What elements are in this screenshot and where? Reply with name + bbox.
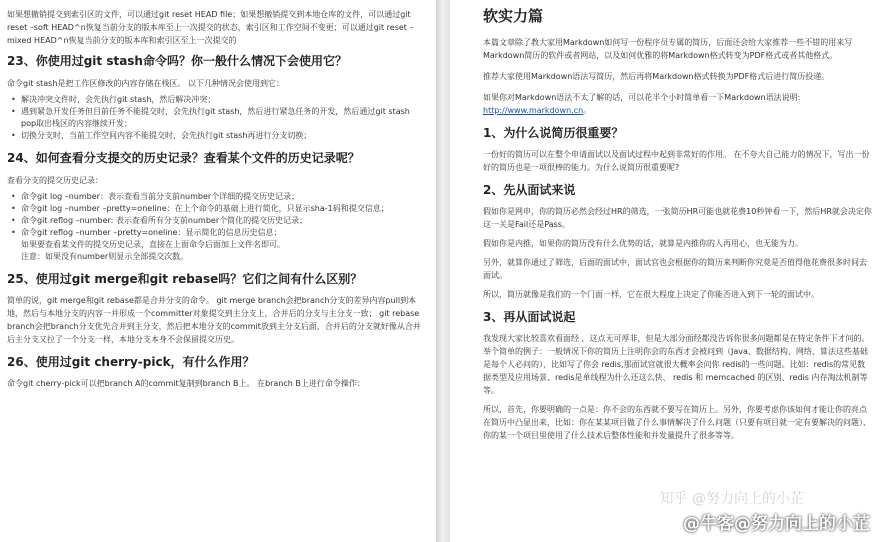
- list-item: • 遇到紧急开发任务但目前任务不能提交时，会先执行git stash，然后进行紧急任务的开发，然后通过git stash pop取出栈区的内容继续开发；: [7, 106, 426, 130]
- list-item: • 切换分支时，当前工作空间内容不能提交时，会先执行git stash再进行分支切换；: [7, 130, 426, 142]
- q24-note-number: 注意：如果没有number则显示全部提交次数。: [21, 252, 189, 261]
- q23-list: [7, 94, 426, 142]
- list-item: • 命令git reflog –number –pretty=oneline：显示简化的信息历史信息；: [7, 227, 426, 239]
- heading-q24: 24、如何查看分支提交的历史记录？查看某个文件的历史记录呢？: [7, 151, 360, 165]
- importance-paragraph: 一份好的简历可以在整个申请面试以及面试过程中起到非常好的作用。 在不夸大自己能力的情况下，写出一份好的简历也是一项很棒的能力。为什么说简历很重要呢?: [483, 150, 870, 172]
- facade-paragraph: 所以，简历就像是我们的一个门面一样，它在很大程度上决定了你能否进入到下一轮的面试中。: [483, 290, 819, 299]
- intro-paragraph: 本篇文章除了教大家用Markdown如何写一份程序员专属的简历，后面还会给大家推荐一些不错的用来写Markdown简历的软件或者网站，以及如何优雅的将Markdown格式转变为PDF格式或者其他格式。: [483, 38, 853, 60]
- list-item: • 命令git log –number –pretty=oneline：在上个命令的基础上进行简化，只显示sha-1码和提交信息；: [7, 203, 426, 215]
- watermark-faint: 知乎 @努力向上的小芷: [659, 491, 804, 507]
- page-gutter: [436, 0, 450, 542]
- highlight-paragraph: 所以，首先，你要明确的一点是：你不会的东西就不要写在简历上。另外，你要考虑你该如何才能让你的亮点在简历中凸显出来，比如：你在某某项目做了什么事情解决了什么问题（只要有项目就一定有要解决的问题）、你的某一个项目里使用了什么技术后整体性能和并发量提升了很多等等。: [483, 405, 871, 440]
- heading-resume-importance: 1、为什么说简历很重要？: [483, 126, 624, 140]
- markdown-link[interactable]: http://www.markdown.cn: [483, 106, 584, 115]
- heading-q23: 23、你使用过git stash命令吗？你一般什么情况下会使用它？: [7, 54, 347, 68]
- q25-paragraph: 简单的说，git merge和git rebase都是合并分支的命令。 git merge branch会把branch分支的差异内容pull到本地，然后与本地分支的内容一并形成一个committer对象提交到主分支上，合并后的分支与主分支一致； git rebase branch会把branch分支优先合并到主分支，然后把本地分支的commit放到主分支后面，合并后的分支就好像从合并后主分支又拉了一个分支一样，本地分支本身不会保留提交历史。: [7, 296, 421, 344]
- heading-interview-again: 3、再从面试说起: [483, 310, 576, 324]
- referral-paragraph: 假如你是内推，如果你的简历没有什么优势的话，就算是内推你的人再用心，也无能为力。: [483, 239, 803, 248]
- q24-paragraph: 查看分支的提交历史记录：: [7, 176, 103, 185]
- intro-paragraph: 如果想撤销提交到索引区的文件，可以通过git reset HEAD file；如果想撤销提交到本地仓库的文件，可以通过git reset –soft HEAD^n恢复当前分支的版本库至上一次提交的状态，索引区和工作空间不变更；可以通过git reset –mixed HEAD^n恢复当前分支的版本库和索引区至上一次提交的: [7, 10, 414, 45]
- screening-paragraph: 另外，就算你通过了筛选，后面的面试中，面试官也会根据你的简历来判断你究竟是否值得他花费很多时间去面试。: [483, 258, 867, 280]
- q24-note-file: 如果要查看某文件的提交历史记录，直接在上面命令后面加上文件名即可。: [21, 240, 285, 249]
- list-item: • 命令git log –number：表示查看当前分支前number个详细的提交历史记录；: [7, 191, 426, 203]
- left-document-page: [0, 0, 436, 542]
- online-apply-paragraph: 假如你是网申，你的简历必然会经过HR的筛选，一张简历HR可能也就花费10秒钟看一下，然后HR就会决定你这一关是Fail还是Pass。: [483, 207, 872, 229]
- q26-paragraph: 命令git cherry-pick可以把branch A的commit复制到branch B上。 在branch B上进行命令操作：: [7, 379, 365, 388]
- list-item: • 命令git reflog –number: 表示查看所有分支前number个简化的提交历史记录；: [7, 215, 426, 227]
- heading-interview: 2、先从面试来说: [483, 183, 576, 197]
- right-document-page: [450, 0, 884, 542]
- recommend-paragraph: 推荐大家使用Markdown语法写简历，然后再将Markdown格式转换为PDF格式后进行简历投递。: [483, 72, 830, 81]
- interview-notes-paragraph: 我发现大家比较喜欢看面经 ，这点无可厚非，但是大部分面经都没告诉你很多问题都是在特定条件下才问的。举个简单的例子：一般情况下你的简历上注明你会的东西才会被问到（Java、数据结构、网络、算法这些基础是每个人必问的），比如写了你会 redis,那面试官就很大概率会问你 redis的一些问题。比如：redis的常见数据类型及应用场景、redis是单线程为什么还这么快、 redis 和 memcached 的区别、redis 内存淘汰机制等等。: [483, 334, 870, 395]
- q24-list: [7, 191, 426, 239]
- section-title: 软实力篇: [483, 7, 544, 25]
- link-suffix: 。: [583, 106, 592, 115]
- list-item: • 解决冲突文件时，会先执行git stash，然后解决冲突；: [7, 94, 426, 106]
- heading-q25: 25、使用过git merge和git rebase吗？它们之间有什么区别？: [7, 272, 363, 286]
- q23-paragraph: 命令git stash是把工作区修改的内容存储在栈区。 以下几种情况会使用到它：: [7, 79, 284, 88]
- heading-q26: 26、使用过git cherry-pick，有什么作用？: [7, 355, 255, 369]
- markdown-paragraph: 如果你对Markdown语法不太了解的话，可以花半个小时简单看一下Markdown语法说明:: [483, 93, 801, 102]
- watermark: @牛客@努力向上的小芷: [683, 514, 870, 534]
